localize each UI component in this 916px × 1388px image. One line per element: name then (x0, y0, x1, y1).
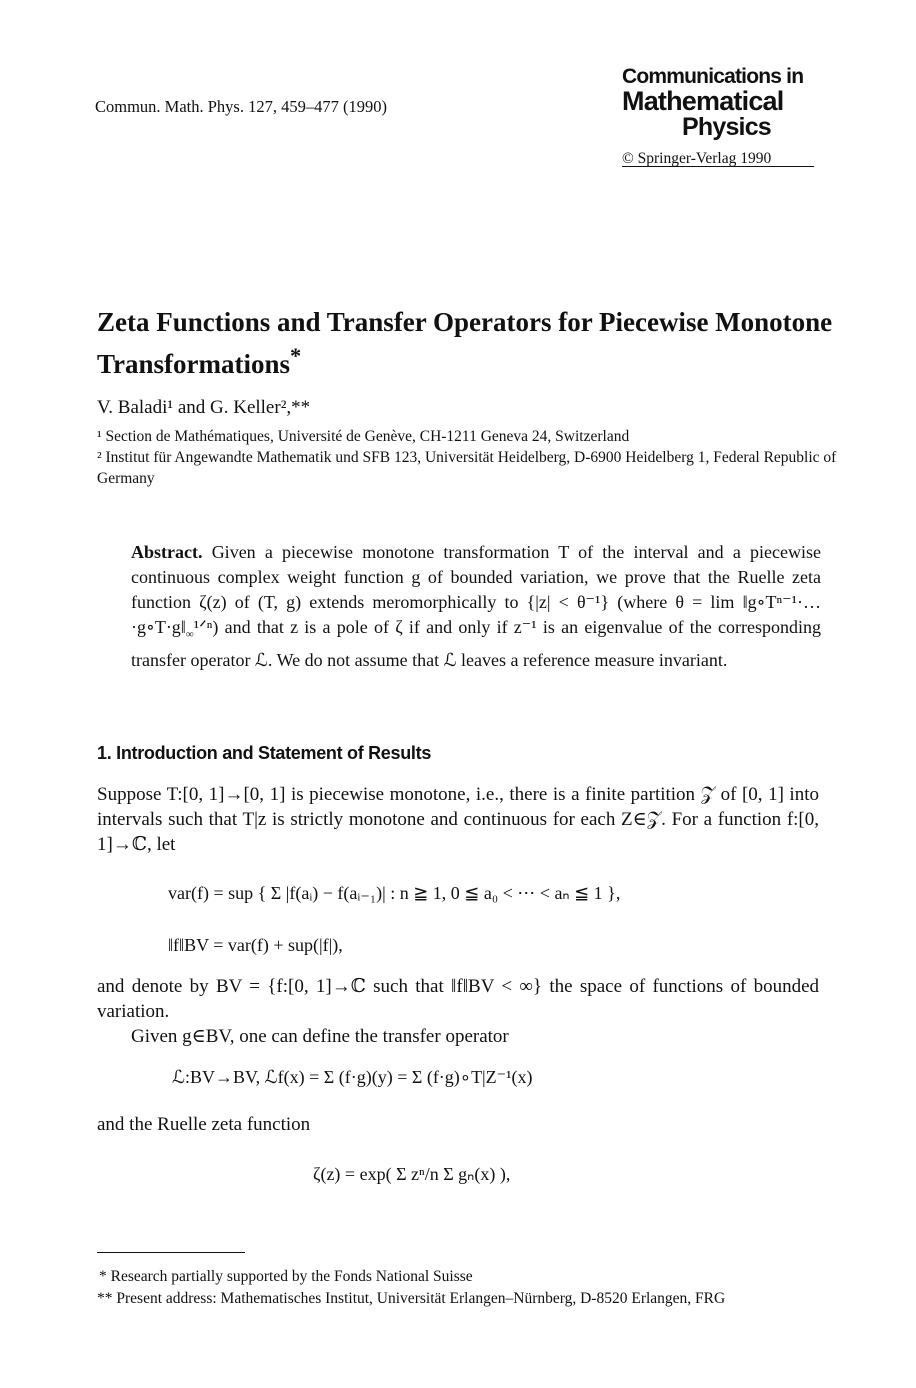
equation-zeta-function: ζ(z) = exp( Σ zⁿ/n Σ gₙ(x) ), (313, 1164, 511, 1184)
ruelle-paragraph: and the Ruelle zeta function (97, 1114, 311, 1135)
abstract-label: Abstract. (131, 542, 203, 562)
given-paragraph: Given g∈BV, one can define the transfer operator (131, 1026, 509, 1047)
footnote-divider (97, 1252, 245, 1253)
logo-line-3: Physics (682, 113, 771, 141)
affiliation-2: ² Institut für Angewandte Mathematik und SFB 123, Universität Heidelberg, D-6900 Heidelberg 1, Federal Republic of Germany (97, 449, 837, 487)
footnote-2: ** Present address: Mathematisches Institut, Universität Erlangen–Nürnberg, D-8520 Erlangen, FRG (97, 1290, 726, 1307)
journal-logo (622, 66, 818, 168)
logo-line-2: Mathematical (622, 86, 784, 116)
abstract-text-1: Given a piecewise monotone transformation T of the interval and a piecewise continuous complex weight function g of bounded variation, we prove that the Ruelle zeta function ζ(z) of (T, g) extends meromorphically to {|z| < θ⁻¹} (where θ = lim ‖g∘Tⁿ⁻¹·…·g∘T·g‖ (131, 542, 821, 637)
intro-paragraph: Suppose T:[0, 1]→[0, 1] is piecewise monotone, i.e., there is a finite partition 𝒵 of [0, 1] into intervals such that T|z is strictly monotone and continuous for each Z∈𝒵. For a function f:[0, 1]→ℂ, let (97, 784, 819, 855)
footnote-1: * Research partially supported by the Fonds National Suisse (99, 1268, 473, 1285)
author-list: V. Baladi¹ and G. Keller²,** (97, 397, 311, 418)
abstract (131, 540, 821, 673)
title-text: Zeta Functions and Transfer Operators for Piecewise Monotone Transformations (97, 307, 833, 379)
logo-divider (622, 166, 814, 167)
section-heading: 1. Introduction and Statement of Results (97, 743, 432, 763)
abstract-text-2: ¹ᐟⁿ) and that z is a pole of ζ if and only if z⁻¹ is an eigenvalue of the corresponding transfer operator ℒ. We do not assume that ℒ leaves a reference measure invariant. (131, 617, 821, 670)
title-footnote-mark: * (290, 343, 302, 368)
affiliation-1: ¹ Section de Mathématiques, Université de Genève, CH-1211 Geneva 24, Switzerland (97, 428, 630, 445)
equation-transfer-operator: ℒ:BV→BV, ℒf(x) = Σ (f·g)(y) = Σ (f·g)∘T|Z⁻¹(x) (172, 1067, 533, 1087)
denote-paragraph: and denote by BV = {f:[0, 1]→ℂ such that ‖f‖BV < ∞} the space of functions of bounded variation. (97, 976, 819, 1022)
paper-title (97, 305, 857, 381)
equation-bv-norm: ‖f‖BV = var(f) + sup(|f|), (168, 935, 343, 955)
equation-variation: var(f) = sup { Σ |f(aᵢ) − f(aᵢ₋₁)| : n ≧ 1, 0 ≦ a₀ < ⋯ < aₙ ≦ 1 }, (168, 883, 621, 903)
logo-line-1: Communications in (622, 65, 804, 88)
copyright-notice: © Springer-Verlag 1990 (622, 150, 772, 167)
journal-reference: Commun. Math. Phys. 127, 459–477 (1990) (95, 97, 387, 116)
abstract-subscript: ∞ (185, 628, 194, 641)
